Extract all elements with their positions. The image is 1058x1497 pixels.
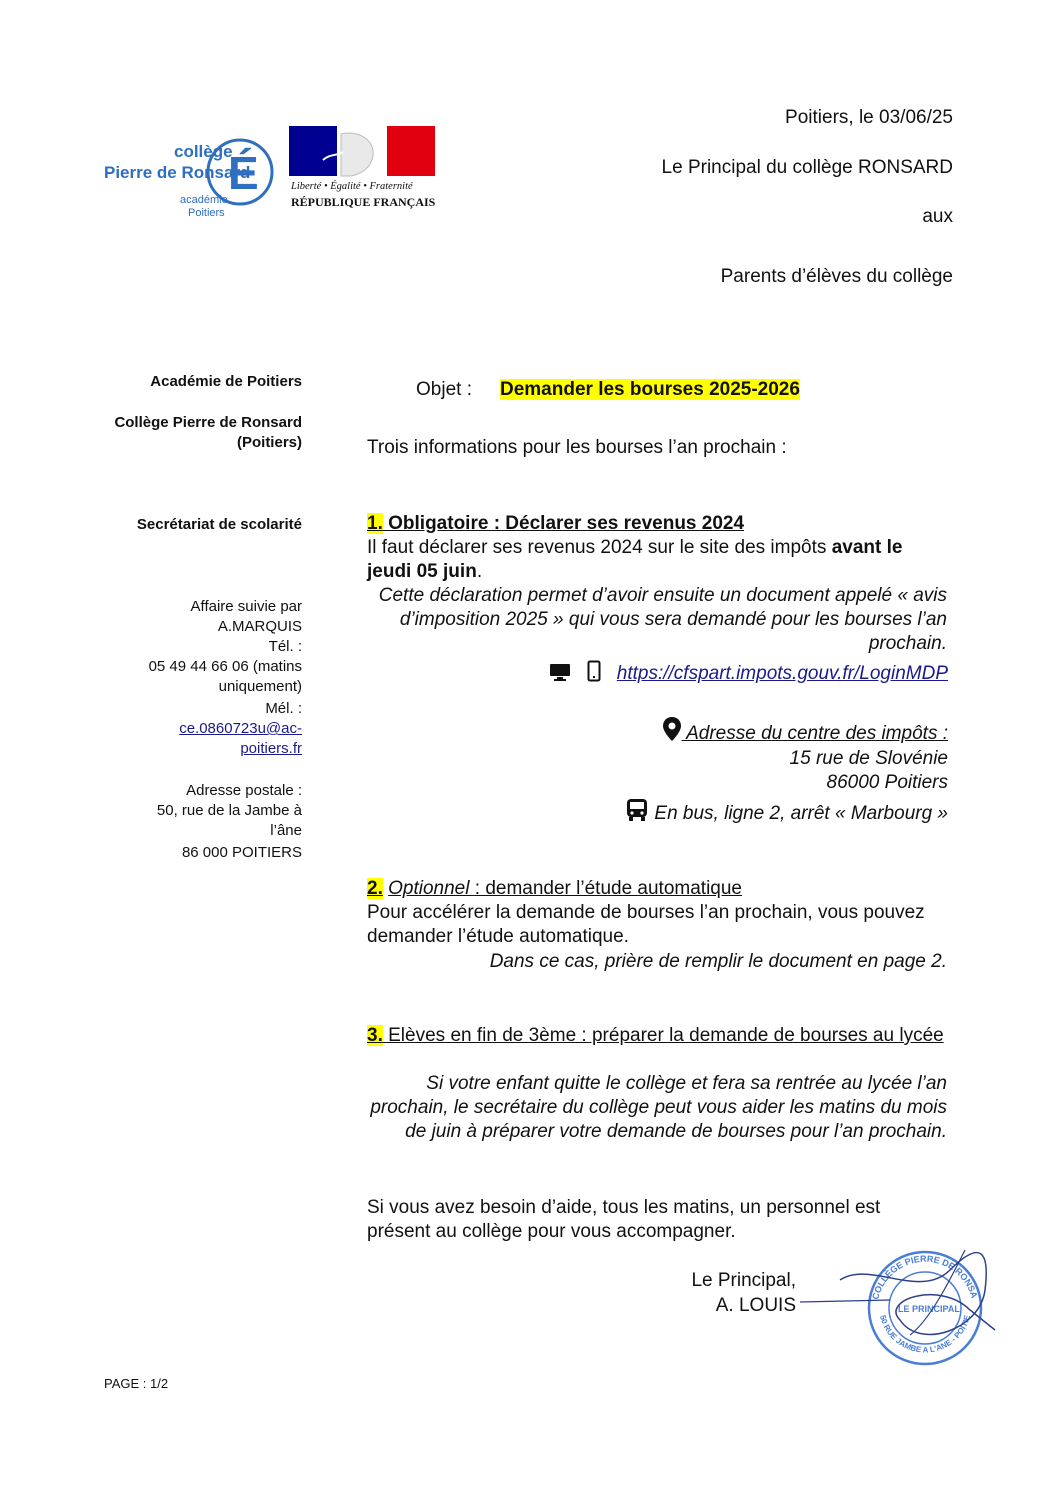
phone-icon	[587, 660, 601, 689]
section3-title: Elèves en fin de 3ème : préparer la demande de bourses au lycée	[382, 1025, 944, 1046]
sidebar-mel-label: Mél. :	[265, 700, 302, 717]
sidebar-affaire-label: Affaire suivie par	[190, 598, 302, 615]
section1-number: 1.	[367, 513, 383, 534]
section2-number: 2.	[367, 878, 383, 899]
section1-link-row	[549, 660, 948, 689]
sidebar-adresse-line1: 50, rue de la Jambe à l’âne	[156, 802, 302, 839]
section1-italic: Cette déclaration permet d’avoir ensuite un document appelé « avis d’imposition 2025 » qui vous sera demandé pour les bourses l’an prochain.	[378, 585, 947, 654]
section1-heading	[367, 512, 947, 536]
college-line2: Pierre de Ronsard	[104, 163, 251, 182]
intro-text: Trois informations pour les bourses l’an prochain :	[367, 437, 787, 458]
college-logo	[102, 112, 277, 222]
section1-text-a: Il faut déclarer ses revenus 2024 sur le site des impôts	[367, 537, 832, 558]
stamp-center-text: LE PRINCIPAL	[898, 1304, 960, 1314]
address-line1: 15 rue de Slovénie	[789, 748, 948, 769]
map-pin-icon	[662, 716, 682, 749]
sidebar-secretariat: Secrétariat de scolarité	[136, 516, 302, 533]
stamp-top-text: COLLÈGE PIERRE DE RONSA	[870, 1253, 980, 1301]
signature-stamp	[800, 1240, 1000, 1390]
signature-name: A. LOUIS	[715, 1295, 796, 1316]
bus-icon	[625, 798, 649, 829]
rf-name: RÉPUBLIQUE FRANÇAISE	[291, 195, 435, 209]
section2-text: Pour accélérer la demande de bourses l’an prochain, vous pouvez demander l’étude automatique.	[367, 902, 925, 947]
impots-link[interactable]: https://cfspart.impots.gouv.fr/LoginMDP	[616, 663, 948, 684]
college-line1: collège	[174, 142, 233, 161]
recipient: Parents d’élèves du collège	[720, 266, 953, 287]
page-number: PAGE : 1/2	[104, 1376, 169, 1391]
section2-italic: Dans ce cas, prière de remplir le document en page 2.	[489, 951, 947, 972]
republique-francaise-logo	[289, 126, 435, 214]
sidebar-affaire-name: A.MARQUIS	[217, 618, 302, 635]
address-line2: 86000 Poitiers	[826, 772, 948, 793]
objet-value: Demander les bourses 2025-2026	[500, 379, 800, 400]
sidebar-tel-value: 05 49 44 66 06 (matins uniquement)	[148, 658, 302, 695]
address-title: Adresse du centre des impôts :	[681, 723, 948, 744]
rf-motto: Liberté • Égalité • Fraternité	[291, 181, 413, 192]
sidebar-academie: Académie de Poitiers	[150, 373, 302, 390]
section2-title-italic: Optionnel	[388, 878, 475, 899]
section1-text-b: .	[476, 561, 483, 582]
bus-text: En bus, ligne 2, arrêt « Marbourg »	[654, 803, 948, 824]
section1-address-title-row	[662, 716, 948, 749]
section3-number: 3.	[367, 1025, 383, 1046]
section1-title: Obligatoire : Déclarer ses revenus 2024	[382, 513, 745, 534]
aux: aux	[922, 206, 953, 227]
section3-italic: Si votre enfant quitte le collège et fera sa rentrée au lycée l’an prochain, le secrétaire du collège peut vous aider les matins du mois de juin à préparer votre demande de bourses pour l’an prochain.	[370, 1073, 947, 1142]
sidebar-adresse-label: Adresse postale :	[186, 782, 302, 799]
svg-text:COLLÈGE PIERRE DE RONSARD	[800, 1240, 980, 1301]
section1-text	[367, 536, 947, 584]
sidebar-mel-link-wrap	[152, 719, 302, 759]
college-letter: É	[228, 147, 259, 199]
bus-row	[625, 798, 948, 829]
section3-heading	[367, 1024, 947, 1048]
section1-text-bold: avant le jeudi 05 juin	[367, 537, 903, 582]
objet-label: Objet :	[416, 379, 472, 400]
sidebar-college: Collège Pierre de Ronsard (Poitiers)	[114, 414, 302, 451]
monitor-icon	[549, 662, 571, 689]
objet-value-wrap	[500, 378, 800, 402]
sender: Le Principal du collège RONSARD	[661, 157, 953, 178]
stamp-bottom-text: 50 RUE JAMBE A L'ANE - POITIE	[878, 1314, 973, 1355]
sidebar-adresse-line2: 86 000 POITIERS	[181, 844, 302, 861]
academie-line2: Poitiers	[188, 207, 225, 219]
sidebar-tel-label: Tél. :	[268, 638, 302, 655]
academie-line1: académie	[180, 194, 228, 206]
sidebar-mel-link[interactable]: ce.0860723u@ac-poitiers.fr	[179, 720, 302, 757]
signature-title: Le Principal,	[691, 1270, 796, 1291]
closing-text: Si vous avez besoin d’aide, tous les matins, un personnel est présent au collège pour vous accompagner.	[367, 1197, 881, 1242]
place-date: Poitiers, le 03/06/25	[785, 107, 953, 128]
section2-title-rest: : demander l’étude automatique	[474, 878, 742, 899]
section2-heading	[367, 877, 947, 901]
